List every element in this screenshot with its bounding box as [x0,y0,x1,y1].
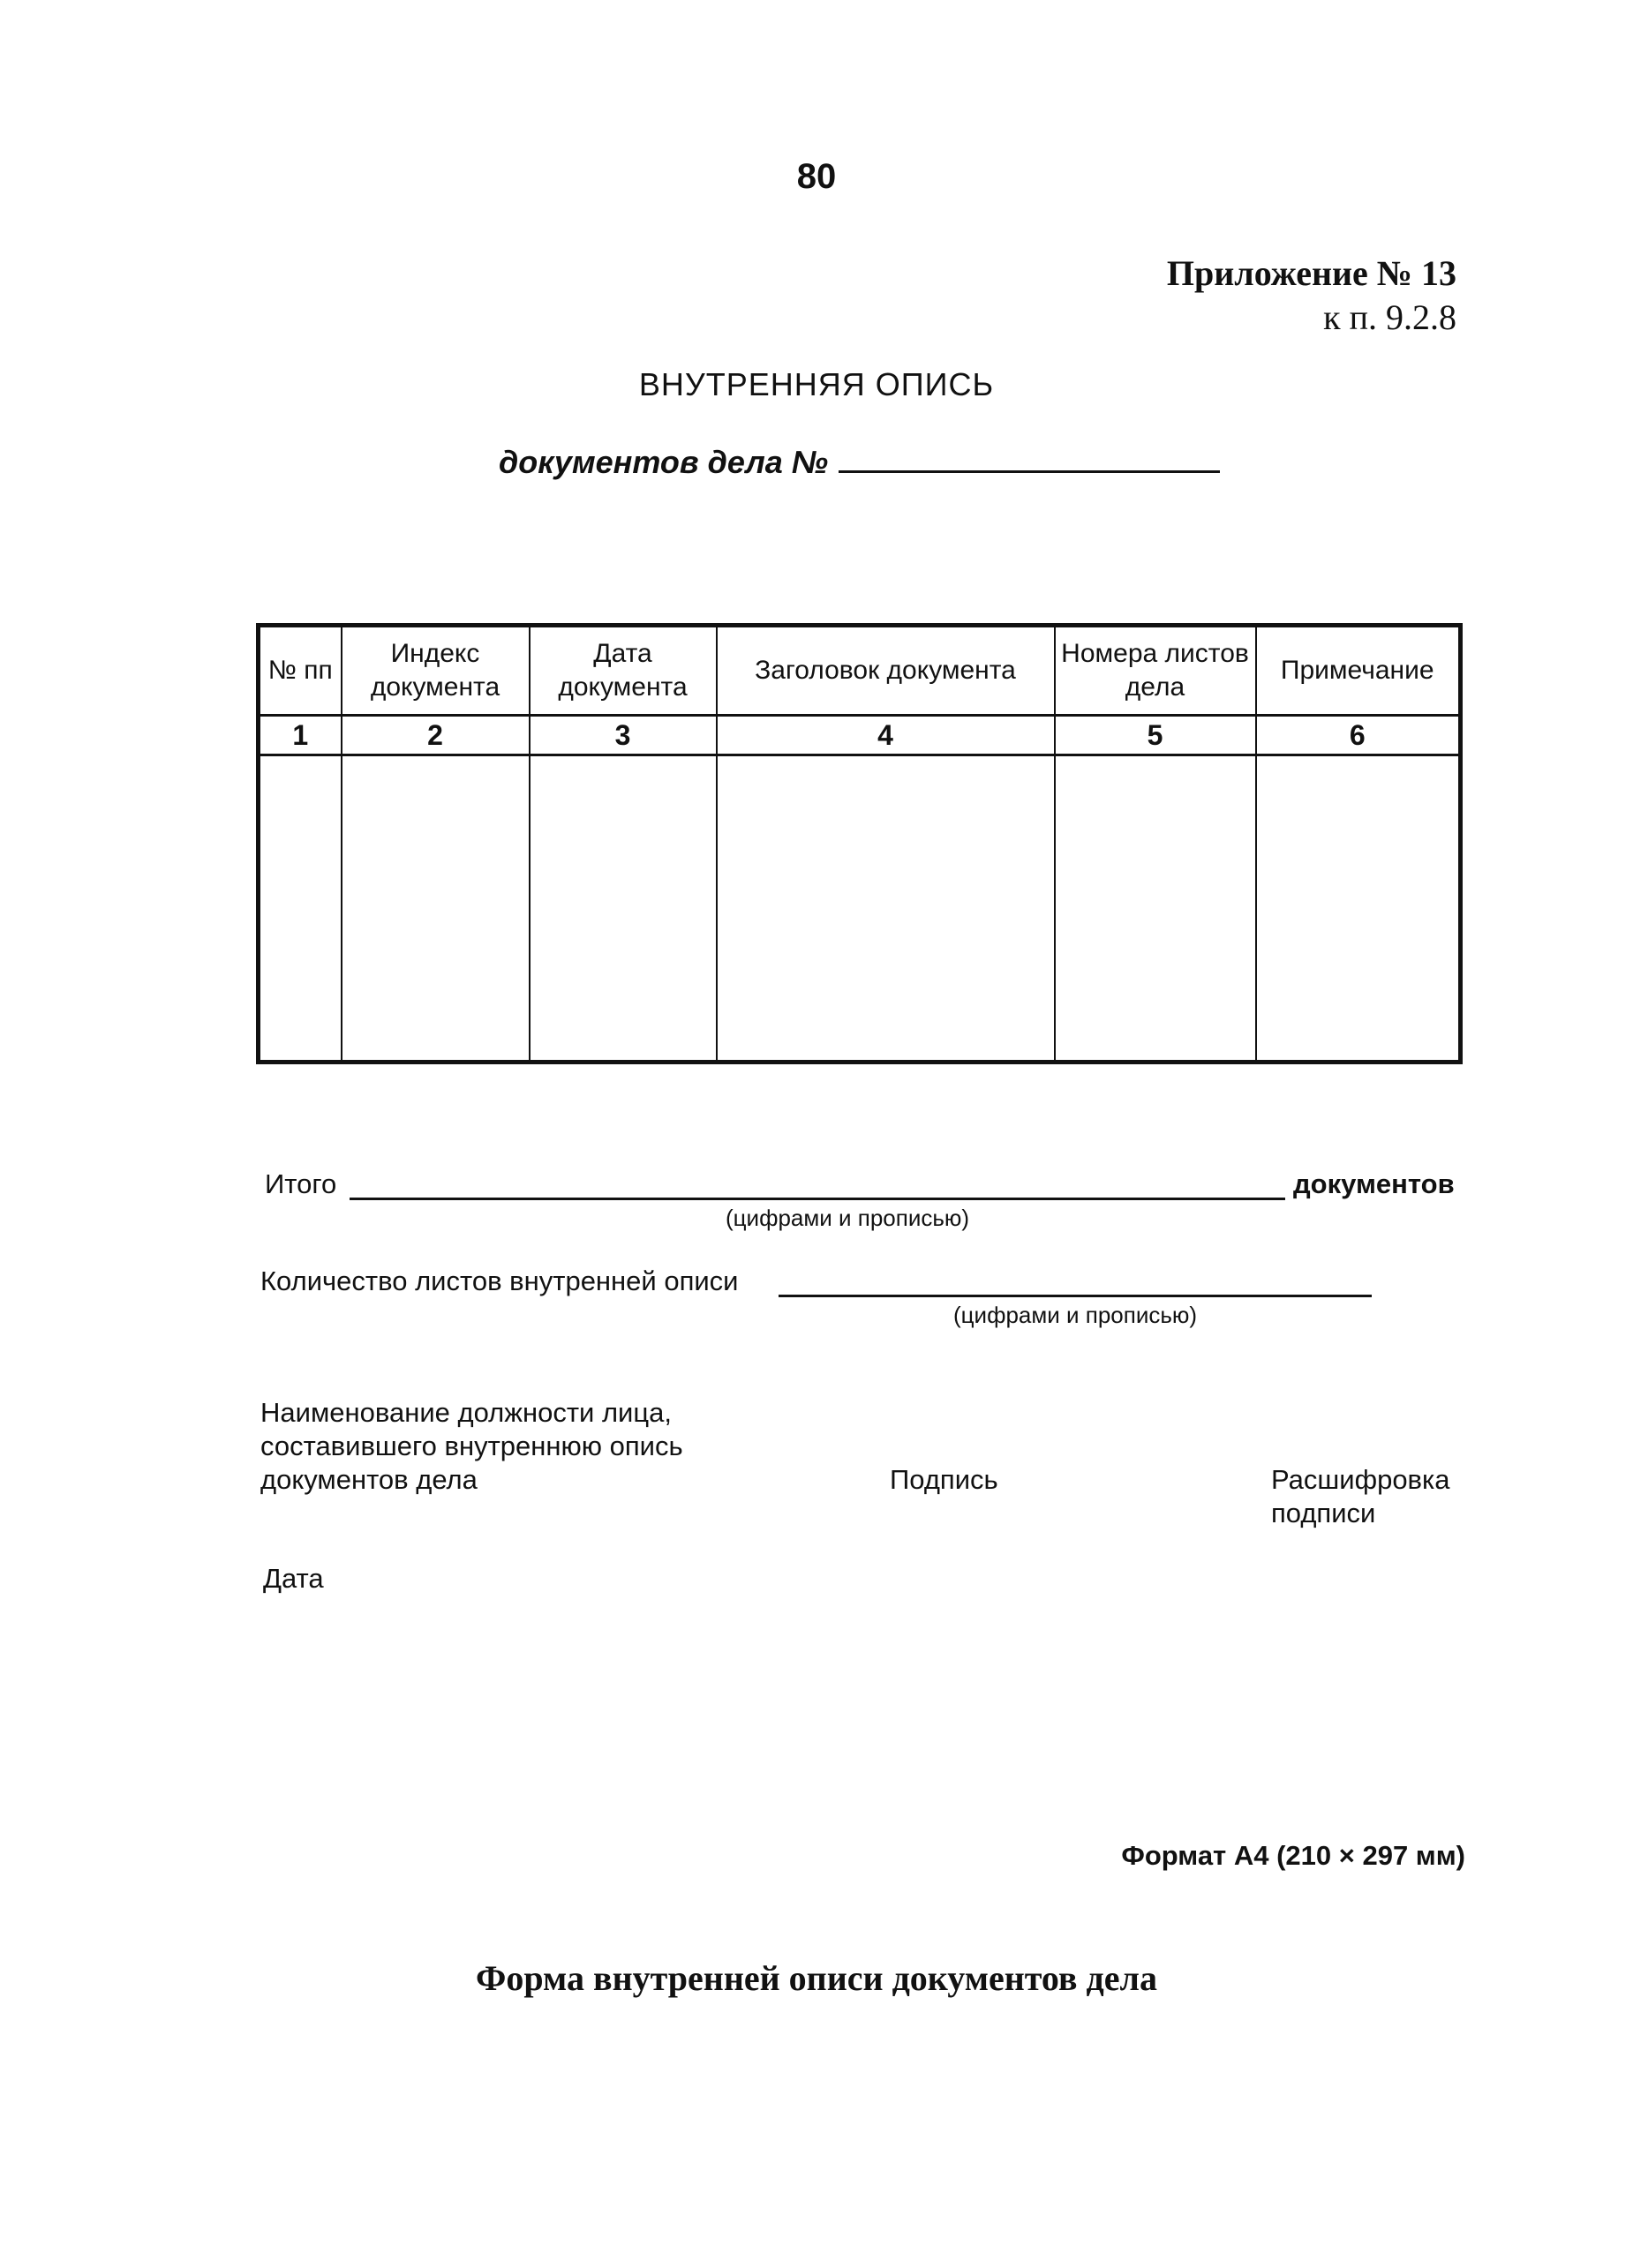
header-cell: Заголовок документа [717,626,1055,716]
table-cell [259,755,342,1063]
header-cell: Примечание [1256,626,1461,716]
form-caption: Форма внутренней описи документов дела [476,1958,1157,1998]
document-subtitle-text: документов дела № [499,444,829,480]
sheets-caption: (цифрами и прописью) [953,1302,1198,1328]
column-number-cell: 5 [1055,716,1256,755]
document-title: ВНУТРЕННЯЯ ОПИСЬ [638,366,995,402]
table-cell [717,755,1055,1063]
column-number-cell: 3 [530,716,717,755]
column-number-cell: 6 [1256,716,1461,755]
date-label: Дата [263,1563,324,1594]
column-number-cell: 1 [259,716,342,755]
format-note: Формат А4 (210 × 297 мм) [1121,1840,1465,1871]
header-cell: Дата документа [530,626,717,716]
inventory-table [256,623,1463,1064]
table-cell [1055,755,1256,1063]
column-number-row [259,716,1461,755]
column-number-cell: 4 [717,716,1055,755]
totals-label: Итого [265,1168,337,1199]
appendix-reference [1167,252,1456,340]
appendix-number: Приложение № 13 [1166,253,1456,293]
appendix-clause: к п. 9.2.8 [1323,297,1456,337]
page-number: 80 [796,157,837,196]
table-cell [342,755,530,1063]
position-label: Наименование должности лица, составившего внутреннюю опись документов дела [260,1397,683,1495]
totals-blank-line [350,1198,1285,1200]
column-number-cell: 2 [342,716,530,755]
header-cell: № пп [259,626,342,716]
signature-decoding-label: Расшифровка подписи [1271,1464,1450,1528]
case-number-blank [839,446,1220,473]
document-subtitle [499,444,1220,481]
sheets-blank-line [779,1295,1372,1297]
table-cell [530,755,717,1063]
totals-caption: (цифрами и прописью) [726,1205,970,1231]
table-cell [1256,755,1461,1063]
header-cell: Номера листов дела [1055,626,1256,716]
table-row [259,755,1461,1063]
table-header-row [259,626,1461,716]
signature-label: Подпись [890,1464,998,1495]
header-cell: Индекс документа [342,626,530,716]
sheets-label: Количество листов внутренней описи [260,1265,739,1296]
totals-suffix: документов [1293,1168,1455,1199]
